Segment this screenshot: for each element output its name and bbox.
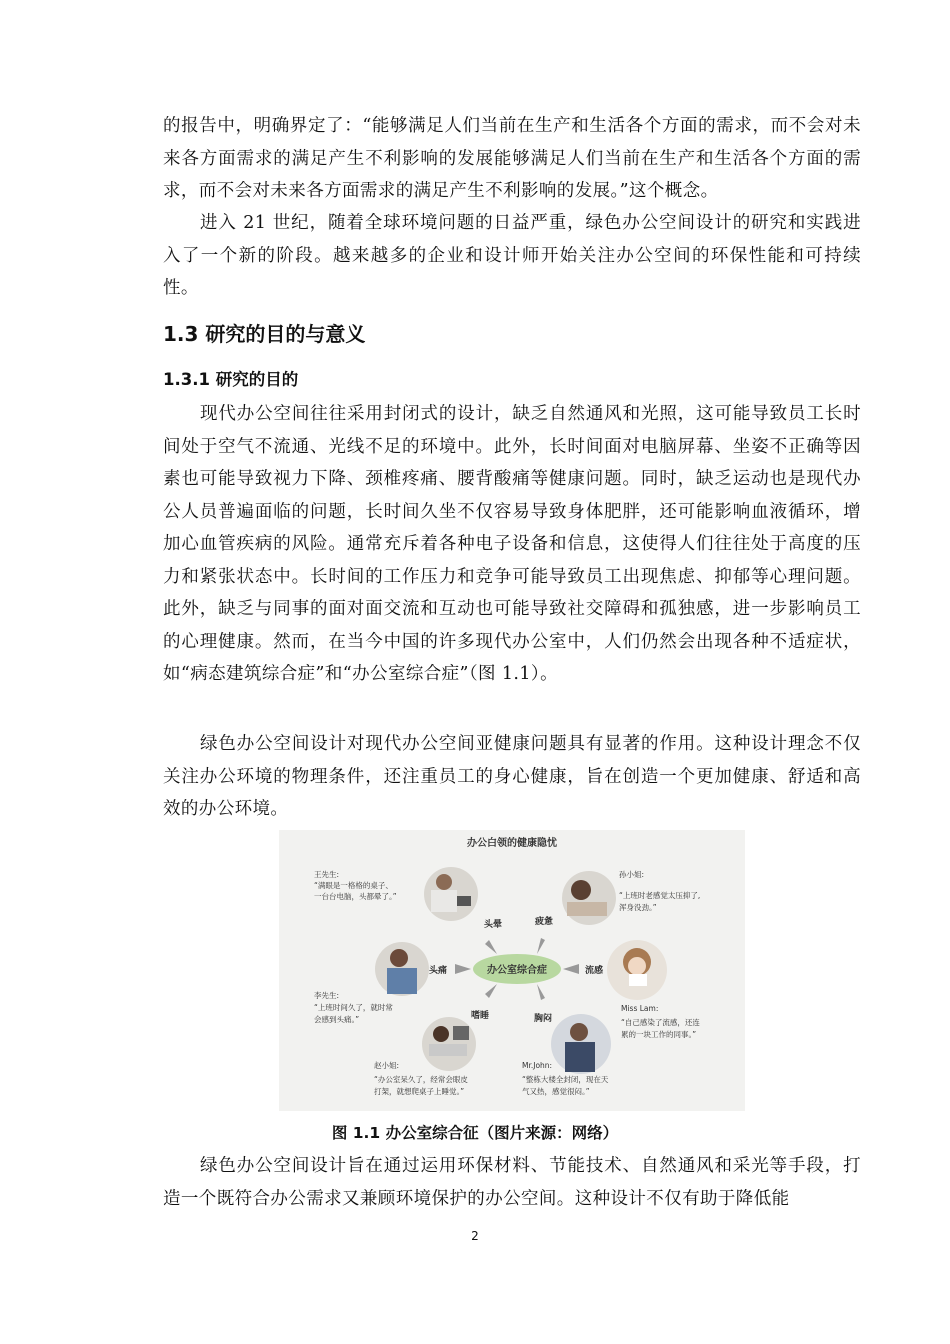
- figure-title: 办公白领的健康隐忧: [467, 838, 557, 849]
- quote-wang-1: “满眼是一格格的桌子、: [314, 881, 393, 890]
- office-syndrome-figure: [279, 830, 745, 1111]
- person-zhao: [422, 1017, 476, 1071]
- symptom-tired: 疲惫: [535, 917, 554, 927]
- paragraph-green-design-effect: 绿色办公空间设计对现代办公空间亚健康问题具有显著的作用。这种设计理念不仅关注办公环境的物理条件，还注重员工的身心健康，旨在创造一个更加健康、舒适和高效的办公环境。: [163, 734, 861, 819]
- quote-zhao-1: “办公室呆久了，经常会眼皮: [374, 1075, 468, 1084]
- page-number: 2: [471, 1229, 479, 1243]
- subsection-heading-1-3-1: 1.3.1 研究的目的: [163, 370, 299, 389]
- symptom-chest: 胸闷: [534, 1014, 553, 1024]
- person-sun: [562, 871, 616, 925]
- quote-li-name: 李先生:: [314, 991, 340, 1000]
- quote-li-1: “上班时间久了，就时常: [314, 1003, 393, 1012]
- paragraph-green-design-goal: 绿色办公空间设计旨在通过运用环保材料、节能技术、自然通风和采光等手段，打造一个既符合办公需求又兼顾环境保护的办公空间。这种设计不仅有助于降低能: [163, 1156, 861, 1209]
- paragraph-office-health-issues: 现代办公空间往往采用封闭式的设计，缺乏自然通风和光照，这可能导致员工长时间处于空气不流通、光线不足的环境中。此外，长时间面对电脑屏幕、坐姿不正确等因素也可能导致视力下降、颈椎疼痛、腰背酸痛等健康问题。同时，缺乏运动也是现代办公人员普遍面临的问题，长时间久坐不仅容易导致身体肥胖，还可能影响血液循环，增加心血管疾病的风险。通常充斥着各种电子设备和信息，这使得人们往往处于高度的压力和紧张状态中。长时间的工作压力和竞争可能导致员工出现焦虑、抑郁等心理问题。此外，缺乏与同事的面对面交流和互动也可能导致社交障碍和孤独感，进一步影响员工的心理健康。然而，在当今中国的许多现代办公室中，人们仍然会出现各种不适症状，如“病态建筑综合症”和“办公室综合症”（图 1.1）。: [163, 404, 861, 684]
- quote-lam-1: “自己感染了流感，还连: [621, 1018, 700, 1027]
- quote-sun-2: 浑身没劲。”: [619, 903, 657, 912]
- paragraph-21st-century: 进入 21 世纪，随着全球环境问题的日益严重，绿色办公空间设计的研究和实践进入了一个新的阶段。越来越多的企业和设计师开始关注办公空间的环保性能和可持续性。: [163, 213, 861, 298]
- quote-lam-2: 累的一块工作的同事。”: [621, 1030, 697, 1039]
- quote-wang-2: 一台台电脑，头都晕了。”: [314, 892, 397, 901]
- quote-john-2: 气又热，感觉很闷。”: [522, 1087, 590, 1096]
- symptom-dizzy: 头晕: [484, 920, 503, 930]
- quote-lam-name: Miss Lam:: [621, 1004, 659, 1013]
- person-john: [551, 1014, 611, 1074]
- symptom-headache: 头痛: [429, 966, 448, 976]
- paragraph-definition: 的报告中，明确界定了：“能够满足人们当前在生产和生活各个方面的需求，而不会对未来各方面需求的满足产生不利影响的发展能够满足人们当前在生产和生活各个方面的需求，而不会对未来各方面需求的满足产生不利影响的发展。”这个概念。: [163, 116, 861, 201]
- symptom-sleepy: 嗜睡: [471, 1011, 490, 1021]
- office-syndrome-illustration: [279, 830, 745, 1111]
- quote-john-name: Mr.John:: [522, 1061, 553, 1070]
- quote-wang-name: 王先生:: [314, 870, 340, 879]
- figure-caption: 图 1.1 办公室综合征（图片来源：网络）: [331, 1124, 619, 1142]
- quote-zhao-name: 赵小姐:: [374, 1061, 400, 1070]
- person-li: [375, 942, 429, 996]
- person-wang: [424, 867, 478, 921]
- symptom-flu: 流感: [585, 966, 604, 976]
- section-heading-1-3: 1.3 研究的目的与意义: [163, 322, 366, 346]
- quote-sun-1: “上班时老感觉太压抑了,: [619, 891, 701, 900]
- center-label: 办公室综合症: [487, 965, 547, 976]
- quote-zhao-2: 打架，就想爬桌子上睡觉。”: [374, 1087, 465, 1096]
- person-lam: [607, 940, 667, 1000]
- quote-li-2: 会感到头痛。”: [314, 1015, 360, 1024]
- quote-john-1: “整栋大楼全封闭，现在天: [522, 1075, 609, 1084]
- quote-sun-name: 孙小姐:: [619, 870, 645, 879]
